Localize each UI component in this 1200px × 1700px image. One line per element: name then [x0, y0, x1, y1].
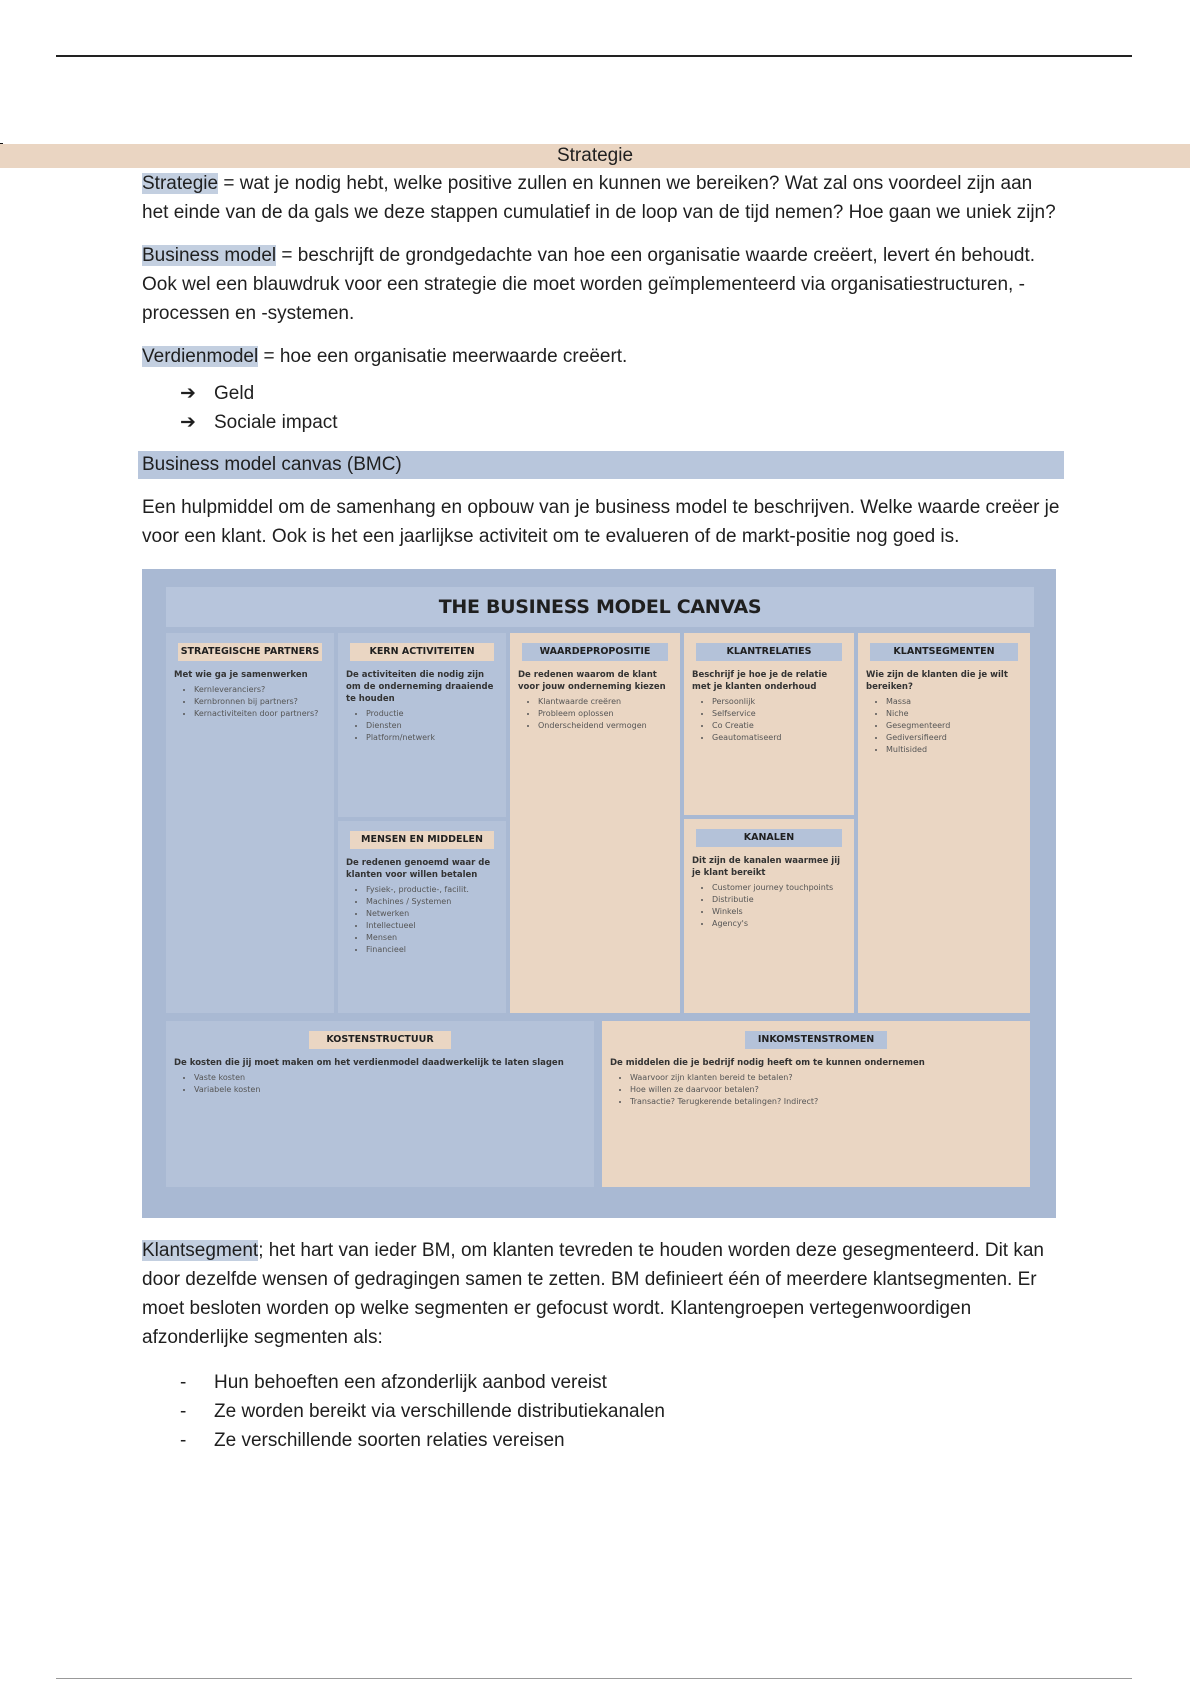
cell-header: STRATEGISCHE PARTNERS: [178, 643, 322, 661]
cell-kanalen: [684, 819, 854, 1013]
cell-list: • Waarvoor zijn klanten bereid te betalen? • Hoe willen ze daarvoor betalen? • Transactie? Terugkerende betalingen? Indirect?: [608, 1072, 1024, 1108]
definition-text: = wat je nodig hebt, welke positive zullen en kunnen we bereiken? Wat zal ons voordeel zijn aan het einde van de da gals we deze stappen cumulatief in de loop van de tijd nemen? Hoe gaan we uniek zijn?: [142, 173, 1056, 223]
cell-description: De redenen waarom de klant voor jouw onderneming kiezen: [518, 670, 666, 692]
definition-text: = hoe een organisatie meerwaarde creëert.: [258, 346, 628, 367]
cell-strategische-partners: [166, 633, 334, 1013]
cell-list: • Klantwaarde creëren • Probleem oplossen • Onderscheidend vermogen: [516, 696, 674, 732]
dash-bullet: -: [180, 1430, 187, 1451]
cell-description: Met wie ga je samenwerken: [174, 670, 308, 680]
arrow-icon: ➔: [180, 383, 196, 404]
klantsegment-paragraph: [142, 1236, 1062, 1352]
cell-header: KLANTRELATIES: [696, 643, 841, 661]
cell-kern-activiteiten: [338, 633, 506, 817]
term-highlight: Strategie: [142, 173, 219, 194]
cell-description: De middelen die je bedrijf nodig heeft om te kunnen ondernemen: [610, 1058, 925, 1068]
cell-description: Wie zijn de klanten die je wilt bereiken?: [866, 670, 1008, 692]
cell-header: KERN ACTIVITEITEN: [350, 643, 494, 661]
list-item: ➔ Geld: [180, 379, 1062, 408]
cell-mensen-en-middelen: [338, 821, 506, 1013]
bmc-intro: Een hulpmiddel om de samenhang en opbouw van je business model te beschrijven. Welke waarde creëer je voor een klant. Ook is het een jaarlijkse activiteit om te evalueren of de markt-positie nog goed is.: [142, 497, 1060, 547]
canvas-title: THE BUSINESS MODEL CANVAS: [166, 587, 1034, 627]
cell-list: • Productie • Diensten • Platform/netwerk: [344, 708, 500, 744]
cell-list: • Fysiek-, productie-, facilit. • Machines / Systemen • Netwerken • Intellectueel • Mensen • Financieel: [344, 884, 500, 956]
cell-waardepropositie: [510, 633, 680, 1013]
list-item: ➔ Sociale impact: [180, 408, 1062, 437]
bmc-heading: Business model canvas (BMC): [138, 451, 1064, 479]
cell-list: • Kernleveranciers? • Kernbronnen bij partners? • Kernactiviteiten door partners?: [172, 684, 328, 720]
arrow-icon: ➔: [180, 412, 196, 433]
definition-business-model: [142, 241, 1062, 328]
cell-list: • Massa • Niche • Gesegmenteerd • Gediversifieerd • Multisided: [864, 696, 1024, 756]
cell-description: De redenen genoemd waar de klanten voor willen betalen: [346, 858, 491, 880]
dash-bullet: -: [180, 1401, 187, 1422]
cell-list: • Persoonlijk • Selfservice • Co Creatie • Geautomatiseerd: [690, 696, 848, 744]
term-highlight: Klantsegment: [142, 1240, 259, 1261]
cell-description: De kosten die jij moet maken om het verdienmodel daadwerkelijk te laten slagen: [174, 1058, 564, 1068]
term-highlight: Verdienmodel: [142, 346, 259, 367]
definition-verdienmodel: [142, 342, 1062, 371]
cell-header: KANALEN: [696, 829, 841, 847]
segment-criteria-list: [142, 1368, 1062, 1455]
list-item: - Hun behoeften een afzonderlijk aanbod vereist: [180, 1368, 1062, 1397]
cell-list: • Customer journey touchpoints • Distributie • Winkels • Agency's: [690, 882, 848, 930]
dash-bullet: -: [180, 1372, 187, 1393]
verdienmodel-list: [142, 379, 1062, 437]
list-item: - Ze worden bereikt via verschillende distributiekanalen: [180, 1397, 1062, 1426]
business-model-canvas-figure: [142, 569, 1056, 1218]
definition-strategie: [142, 169, 1062, 227]
term-highlight: Business model: [142, 245, 277, 266]
definition-text: = beschrijft de grondgedachte van hoe een organisatie waarde creëert, levert én behoudt. Ook wel een blauwdruk voor een strategie die moet worden geïmplementeerd via organisatiestructuren, -processen en -systemen.: [142, 245, 1036, 324]
footer-rule: [56, 1678, 1132, 1679]
cell-header: KOSTENSTRUCTUUR: [309, 1031, 450, 1049]
cell-inkomstenstromen: [602, 1021, 1030, 1187]
section-title: Strategie: [0, 144, 1190, 168]
cell-klantsegmenten: [858, 633, 1030, 1013]
cell-description: Dit zijn de kanalen waarmee jij je klant bereikt: [692, 856, 841, 878]
cell-header: MENSEN EN MIDDELEN: [350, 831, 494, 849]
cell-header: INKOMSTENSTROMEN: [745, 1031, 886, 1049]
cell-header: KLANTSEGMENTEN: [870, 643, 1017, 661]
cell-kostenstructuur: [166, 1021, 594, 1187]
definition-text: ; het hart van ieder BM, om klanten tevreden te houden worden deze gesegmenteerd. Dit kan door dezelfde wensen of gedragingen samen te zetten. BM definieert één of meerdere klantsegmenten. Er moet besloten worden op welke segmenten er gefocust wordt. Klantengroepen vertegenwoordigen afzonderlijke segmenten als:: [142, 1240, 1044, 1348]
cell-header: WAARDEPROPOSITIE: [522, 643, 667, 661]
cell-klantrelaties: [684, 633, 854, 815]
cell-description: De activiteiten die nodig zijn om de onderneming draaiende te houden: [346, 670, 494, 704]
list-item: - Ze verschillende soorten relaties vereisen: [180, 1426, 1062, 1455]
cell-list: • Vaste kosten • Variabele kosten: [172, 1072, 588, 1096]
document-body: [142, 169, 1062, 1455]
header-rule: [56, 55, 1132, 57]
cell-description: Beschrijf je hoe je de relatie met je klanten onderhoud: [692, 670, 828, 692]
